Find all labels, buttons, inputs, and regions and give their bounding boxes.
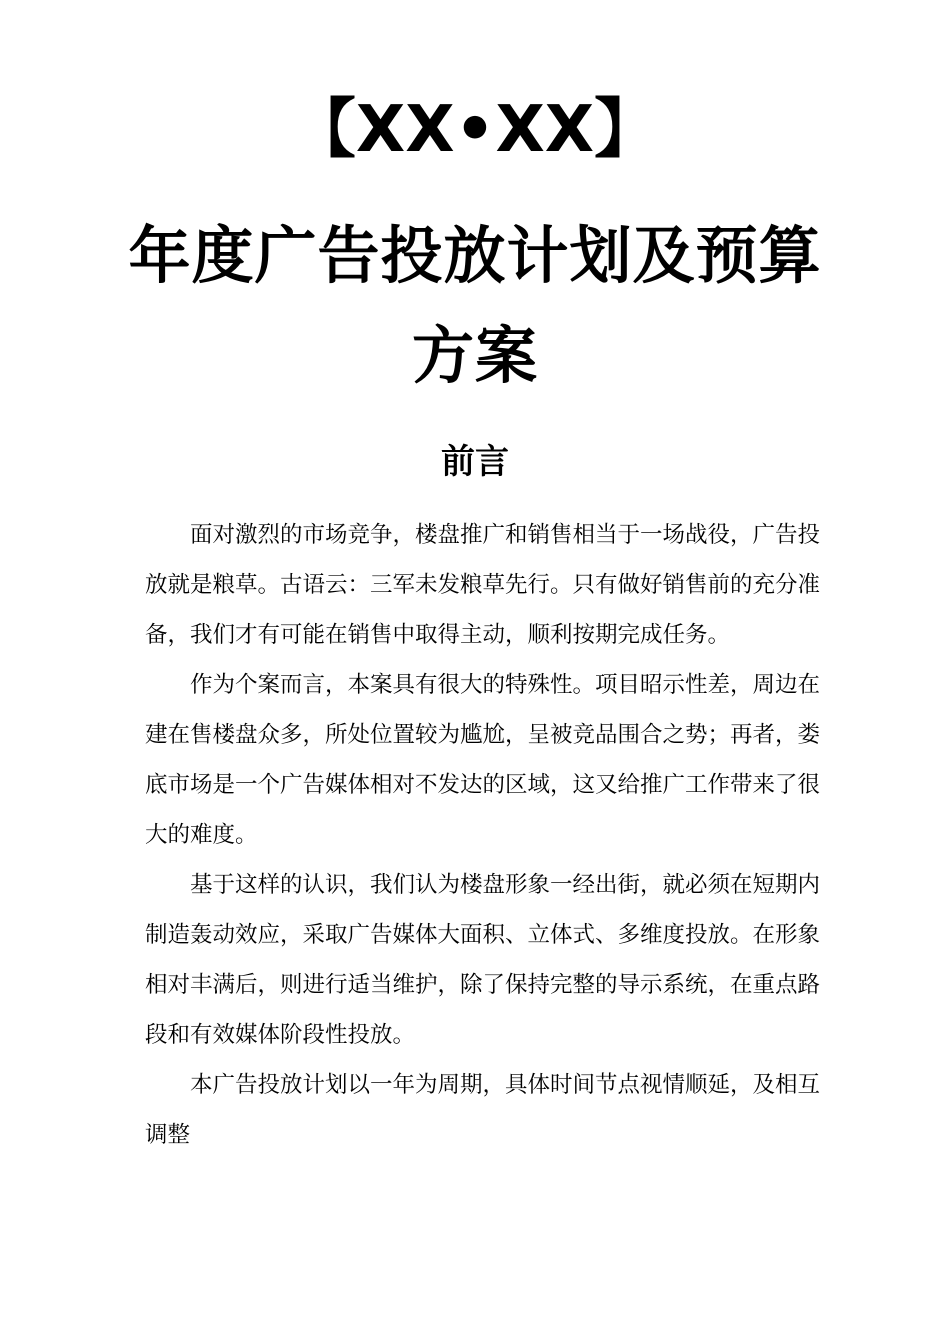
paragraph-4: 本广告投放计划以一年为周期，具体时间节点视情顺延，及相互调整 — [145, 1072, 821, 1148]
document-title-line-2: 年度广告投放计划及预算 — [128, 219, 822, 292]
document-title-line-1: 【XX•XX】 — [291, 93, 659, 167]
preface-heading: 前言 — [441, 442, 509, 482]
paragraph-1: 面对激烈的市场竞争，楼盘推广和销售相当于一场战役，广告投放就是粮草。古语云：三军未发粮草先行。只有做好销售前的充分准备，我们才有可能在销售中取得主动，顺利按期完成任务。 — [145, 522, 821, 648]
paragraph-2: 作为个案而言，本案具有很大的特殊性。项目昭示性差，周边在建在售楼盘众多，所处位置较为尴尬，呈被竞品围合之势；再者，娄底市场是一个广告媒体相对不发达的区域，这又给推广工作带来了很大的难度。 — [145, 672, 821, 848]
document-title-line-3: 方案 — [411, 319, 538, 392]
paragraph-3: 基于这样的认识，我们认为楼盘形象一经出街，就必须在短期内制造轰动效应，采取广告媒体大面积、立体式、多维度投放。在形象相对丰满后，则进行适当维护，除了保持完整的导示系统，在重点路段和有效媒体阶段性投放。 — [145, 872, 821, 1048]
preface-body — [145, 510, 820, 1160]
